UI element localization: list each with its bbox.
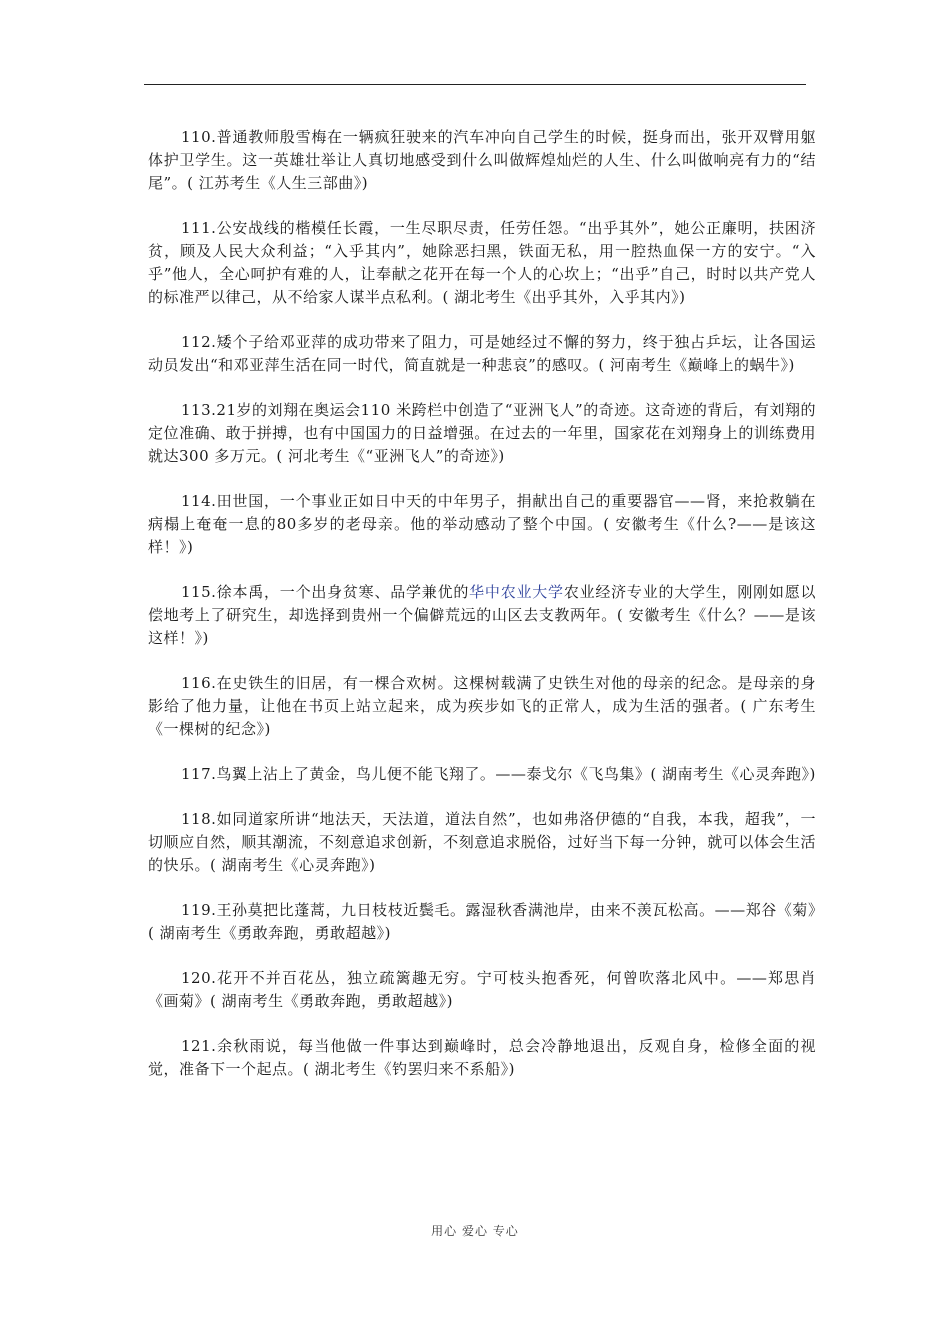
- paragraph-119: 119.王孙莫把比蓬蒿，九日枝枝近鬓毛。露湿秋香满池岸，由来不羡瓦松高。——郑谷《菊》( 湖南考生《勇敢奔跑，勇敢超越》): [148, 901, 816, 942]
- header-rule: [144, 84, 806, 85]
- paragraph-116: 116.在史铁生的旧居，有一棵合欢树。这棵树载满了史铁生对他的母亲的纪念。是母亲的身影给了他力量，让他在书页上站立起来，成为疾步如飞的正常人，成为生活的强者。( 广东考生《一棵树的纪念》): [148, 674, 816, 738]
- paragraph-120: 120.花开不并百花丛，独立疏篱趣无穷。宁可枝头抱香死，何曾吹落北风中。——郑思肖《画菊》( 湖南考生《勇敢奔跑，勇敢超越》): [148, 969, 816, 1010]
- page-footer: 用心 爱心 专心: [431, 1224, 519, 1238]
- paragraph-115: [148, 581, 816, 650]
- paragraph-113: 113.21岁的刘翔在奥运会110 米跨栏中创造了“亚洲飞人”的奇迹。这奇迹的背后，有刘翔的定位准确、敢于拼搏，也有中国国力的日益增强。在过去的一年里，国家花在刘翔身上的训练费用就达300 多万元。( 河北考生《“亚洲飞人”的奇迹》): [148, 401, 816, 465]
- paragraph-112: 112.矮个子给邓亚萍的成功带来了阻力，可是她经过不懈的努力，终于独占乒坛，让各国运动员发出“和邓亚萍生活在同一时代，简直就是一种悲哀”的感叹。( 河南考生《巅峰上的蜗牛》): [148, 333, 816, 374]
- paragraph-114: 114.田世国，一个事业正如日中天的中年男子，捐献出自己的重要器官——肾，来抢救躺在病榻上奄奄一息的80多岁的老母亲。他的举动感动了整个中国。( 安徽考生《什么?——是该这样！》): [148, 492, 816, 556]
- paragraph-121: 121.余秋雨说，每当他做一件事达到巅峰时，总会冷静地退出，反观自身，检修全面的视觉，准备下一个起点。( 湖北考生《钓罢归来不系船》): [148, 1037, 816, 1078]
- paragraph-111: 111.公安战线的楷模任长霞，一生尽职尽责，任劳任怨。“出乎其外”，她公正廉明，扶困济贫，顾及人民大众利益；“入乎其内”，她除恶扫黑，铁面无私，用一腔热血保一方的安宁。“入乎”他人，全心呵护有难的人，让奉献之花开在每一个人的心坎上；“出乎”自己，时时以共产党人的标准严以律己，从不给家人谋半点私利。( 湖北考生《出乎其外，入乎其内》): [148, 219, 816, 306]
- document-body: [148, 126, 816, 1103]
- university-link[interactable]: 华中农业大学: [469, 583, 564, 601]
- paragraph-115-end: 农业经济专业的大学生，刚刚如愿以偿地考上了研究生，却选择到贵州一个偏僻荒远的山区去支教两年。( 安徽考生《什么？——是该这样！》): [148, 583, 816, 647]
- paragraph-117: 117.鸟翼上沾上了黄金，鸟儿便不能飞翔了。——泰戈尔《飞鸟集》( 湖南考生《心灵奔跑》): [181, 765, 816, 783]
- paragraph-118: 118.如同道家所讲“地法天，天法道，道法自然”，也如弗洛伊德的“自我，本我，超我”，一切顺应自然，顺其潮流，不刻意追求创新，不刻意追求脱俗，过好当下每一分钟，就可以体会生活的快乐。( 湖南考生《心灵奔跑》): [148, 810, 816, 874]
- paragraph-110: 110.普通教师殷雪梅在一辆疯狂驶来的汽车冲向自己学生的时候，挺身而出，张开双臂用躯体护卫学生。这一英雄壮举让人真切地感受到什么叫做辉煌灿烂的人生、什么叫做响亮有力的“结尾”。( 江苏考生《人生三部曲》): [148, 128, 816, 192]
- paragraph-115-start: 115.徐本禹，一个出身贫寒、品学兼优的: [181, 583, 470, 601]
